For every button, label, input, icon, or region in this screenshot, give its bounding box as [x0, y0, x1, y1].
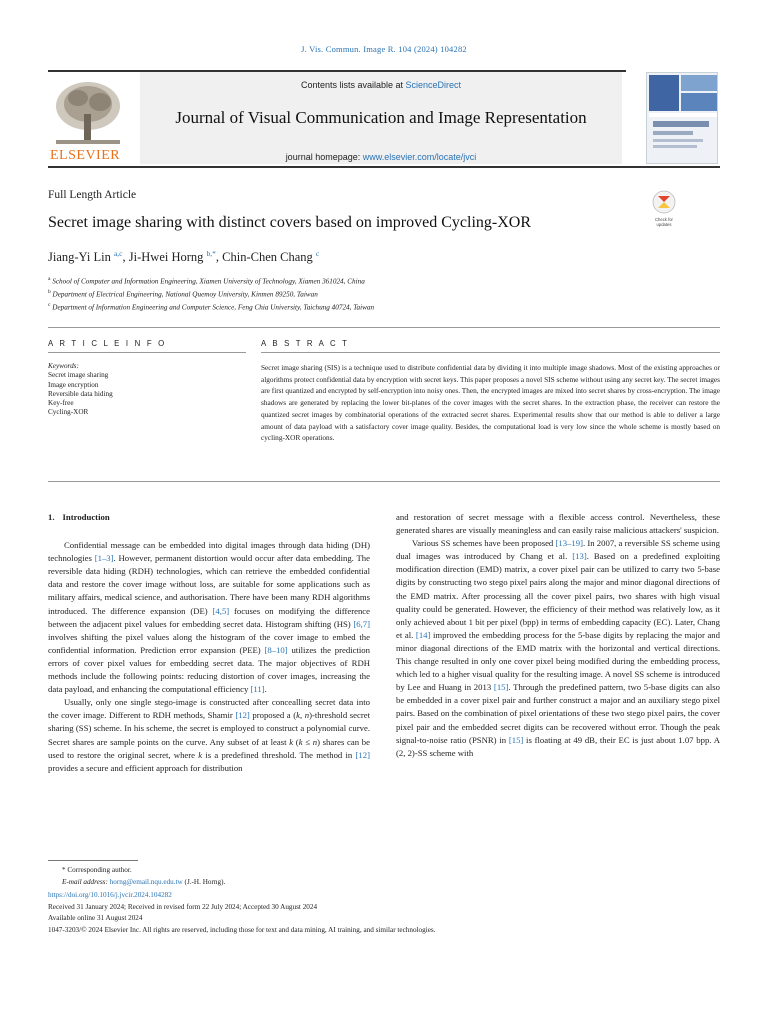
citation-link[interactable]: [12]	[355, 749, 370, 760]
journal-homepage-link[interactable]: www.elsevier.com/locate/jvci	[362, 152, 477, 162]
contents-line	[140, 80, 622, 90]
article-type: Full Length Article	[48, 189, 137, 201]
homepage-line	[140, 152, 622, 162]
body-paragraph: Usually, only one single stego-image is constructed after concealling secret data into the cover image. Different to RDH methods, Shamir [12] proposed a (k, n)-threshold secret sharing (SS) scheme. In his scheme, the secret is employed to construct a polynomial curve. Secret shares are sample points on the curve. Any subset of at least k (k ≤ n) shares can be used to restore the original secret, where k is a predefined threshold. The method in [12] provides a secure and efficient approach for distribution	[48, 697, 371, 773]
keyword-item: Secret image sharing	[48, 371, 109, 380]
journal-title: Journal of Visual Communication and Image Representation	[175, 108, 587, 127]
citation-link[interactable]: [1–3]	[94, 553, 114, 564]
available-online: Available online 31 August 2024	[48, 914, 143, 923]
citation-link[interactable]: [13–19]	[555, 538, 583, 549]
homepage-prefix: journal homepage:	[285, 152, 363, 162]
body-paragraph: Various SS schemes have been proposed [13–19]. In 2007, a reversible SS scheme using dual images was introduced by Chang et al. [13]. Based on a predefined exploiting modification direction (EMD) matrix, a cover pixel pair can be utilized to carry two 5-base digits by constructing two stego pixel pairs along the major and minor diagonal directions of the EMD matrix. After processing all the cover pixel pairs, two shares with high visual quality could be generated. However, the efficiency of their method was relatively low, as it only achieved about 1 bit per pixel (bpp) in terms of embedding capacity (EC). Later, Chang et al. [14] improved the embedding process for the 5-base digits by replacing the major and minor diagonal directions of the EMD matrix with the horizontal and vertical directions. This change resulted in only one cover pixel being modified during the embedding process, which led to a higher visual quality for the resulting image. A novel SS scheme is introduced by Lee and Huang in 2013 [15]. Through the predefined pattern, two 5-base digits can also be embedded in a cover pixel pair and further construct a major and an auxiliary stego pixel pairs. Based on the combination of pixel orientations of these two stego pixel pairs, the cover pixel pair and the embedded secret digits can be recovered without error. Though the peak signal-to-noise ratio (PSNR) in [15] is floating at 49 dB, their EC is just about 1.07 bpp. A (2, 2)-SS scheme with	[396, 538, 721, 758]
keywords-label: Keywords:	[48, 362, 79, 370]
body-column-left	[48, 511, 370, 775]
keywords-block	[48, 362, 113, 418]
cover-art	[647, 73, 718, 164]
check-for-updates-icon[interactable]	[650, 190, 678, 230]
citation-link[interactable]: [12]	[235, 710, 250, 721]
affiliation-mark: c	[48, 301, 51, 308]
author-name[interactable]: Jiang-Yi Lin	[48, 250, 111, 265]
affiliation-text: School of Computer and Information Engineering, Xiamen University of Technology, Xiamen 361024, China	[52, 277, 365, 286]
body-column-right	[396, 511, 720, 760]
affiliation-item	[48, 287, 374, 300]
contents-prefix: Contents lists available at	[300, 80, 406, 90]
doi-link[interactable]: https://doi.org/10.1016/j.jvcir.2024.104282	[48, 891, 172, 900]
keyword-item: Cycling-XOR	[48, 408, 89, 417]
abstract-rule	[261, 352, 720, 353]
math-variable: n	[312, 736, 318, 747]
keyword-item: Image encryption	[48, 380, 99, 389]
math-variable: k	[296, 710, 300, 721]
citation-link[interactable]: [4,5]	[212, 605, 230, 616]
citation-link[interactable]: [15]	[508, 734, 524, 745]
citation-link[interactable]: [14]	[415, 629, 431, 640]
article-info-heading: A R T I C L E I N F O	[48, 339, 167, 348]
corresponding-author-note: * Corresponding author.	[62, 866, 132, 874]
received-dates: Received 31 January 2024; Received in revised form 22 July 2024; Accepted 30 August 2024	[48, 902, 318, 911]
paper-title: Secret image sharing with distinct covers based on improved Cycling-XOR	[48, 214, 532, 231]
abstract-text: Secret image sharing (SIS) is a technique used to distribute confidential data by dividing it into multiple image shadows. Most of the existing approaches or algorithms protect confidential data by encryption with secret keys. This paper proposes a novel SIS scheme without using any secret key. The secret images are first quantized and encrypted by self-encryption into noisy ones. Then, the encrypted images are mixed into secret shares by cross-encryption. The image shadows are generated by replacing the lower bit-planes of the cover images with the secret shares. In the extraction phase, the receiver can restore the quantized secret images by combinatorial operations of the extracted secret shares. Experimental results show that our method is able to deliver a large amount of data payload with a satisfactory cover image quality. Besides, the computational load is very low since the whole scheme is mostly based on cycling-XOR operations.	[261, 363, 720, 443]
journal-cover-thumbnail[interactable]	[646, 72, 718, 164]
section-number: 1.	[48, 512, 55, 522]
author-list	[48, 249, 319, 265]
affiliation-text: Department of Information Engineering and Computer Science, Feng Chia University, Taichung 40724, Taiwan	[52, 303, 375, 312]
article-info-rule	[48, 352, 246, 353]
author-separator: ,	[215, 250, 223, 265]
journal-reference[interactable]: J. Vis. Commun. Image R. 104 (2024) 104282	[301, 44, 467, 54]
header-center-band	[140, 72, 622, 164]
affiliation-mark: b	[48, 288, 51, 295]
section-heading	[48, 511, 370, 524]
math-variable: n	[304, 710, 310, 721]
email-label: E-mail address:	[62, 877, 108, 886]
section-title: Introduction	[62, 512, 110, 522]
svg-text:Check for: Check for	[655, 217, 673, 222]
copyright-line: 1047-3203/© 2024 Elsevier Inc. All rights are reserved, including those for text and data mining, AI training, and similar technologies.	[48, 925, 436, 934]
email-note	[48, 877, 436, 889]
footnote-rule	[48, 860, 138, 861]
section-divider	[48, 327, 720, 328]
math-variable: k	[298, 736, 303, 747]
footnotes	[48, 865, 436, 937]
publisher-wordmark: ELSEVIER	[50, 148, 121, 163]
svg-text:updates: updates	[656, 222, 672, 227]
affiliation-mark: a	[48, 276, 51, 282]
author-separator: ,	[122, 250, 129, 265]
citation-link[interactable]: [8–10]	[264, 644, 288, 655]
citation-link[interactable]: [15]	[493, 682, 509, 693]
section-divider	[48, 481, 720, 482]
author-affiliation-mark[interactable]: c	[315, 249, 320, 258]
citation-link[interactable]: [11]	[250, 684, 265, 695]
citation-link[interactable]: [13]	[572, 551, 587, 562]
keyword-item: Reversible data hiding	[48, 389, 113, 398]
author-name[interactable]: Chin-Chen Chang	[222, 250, 313, 265]
author-affiliation-mark[interactable]: b,*	[206, 249, 216, 258]
affiliation-text: Department of Electrical Engineering, National Quemoy University, Kinmen 89250, Taiwan	[52, 290, 318, 299]
sciencedirect-link[interactable]: ScienceDirect	[405, 80, 462, 90]
email-suffix: (J.-H. Horng).	[182, 877, 226, 886]
body-paragraph: Confidential message can be embedded into digital images through data hiding (DH) technologies [1–3]. However, permanent distortion would occur after data embedding. The reversible data hiding (RDH) technologies, which can retrieve the embedded confidential data and restore the cover image without loss, are suitable for some applications such as military affairs, medical science, and authorisation. There have been many RDH algorithms introduced. The difference expansion (DE) [4,5] focuses on modifying the difference between the adjacent pixel values for embedding secret data. Histogram shifting (HS) [6,7] involves shifting the pixel values along the histogram of the cover image to embed the confidential information. Prediction error expansion (PEE) [8–10] utilizes the prediction errors of cover pixel values for embedding secret data. The major objectives of RDH methods include the following points: reducing distortion of cover images, increasing the data payload, and enhancing the computational efficiency [11].	[48, 540, 370, 695]
affiliation-item	[48, 274, 374, 287]
header-bottom-rule	[48, 166, 720, 168]
citation-link[interactable]: [6,7]	[353, 618, 370, 629]
affiliations	[48, 274, 374, 313]
math-variable: k	[289, 736, 294, 747]
body-paragraph: and restoration of secret message with a flexible access control. Nevertheless, these generated shares are visually meaningless and can easily raise malicious attackers' suspicion.	[396, 512, 720, 536]
abstract-heading: A B S T R A C T	[261, 339, 350, 348]
journal-header	[48, 70, 720, 168]
author-affiliation-mark[interactable]: a,c	[113, 249, 123, 258]
keyword-item: Key-free	[48, 399, 74, 408]
email-link[interactable]: horng@email.nqu.edu.tw	[109, 877, 183, 886]
author-name[interactable]: Ji-Hwei Horng	[128, 250, 204, 265]
affiliation-item	[48, 300, 374, 313]
math-variable: k	[198, 749, 203, 760]
